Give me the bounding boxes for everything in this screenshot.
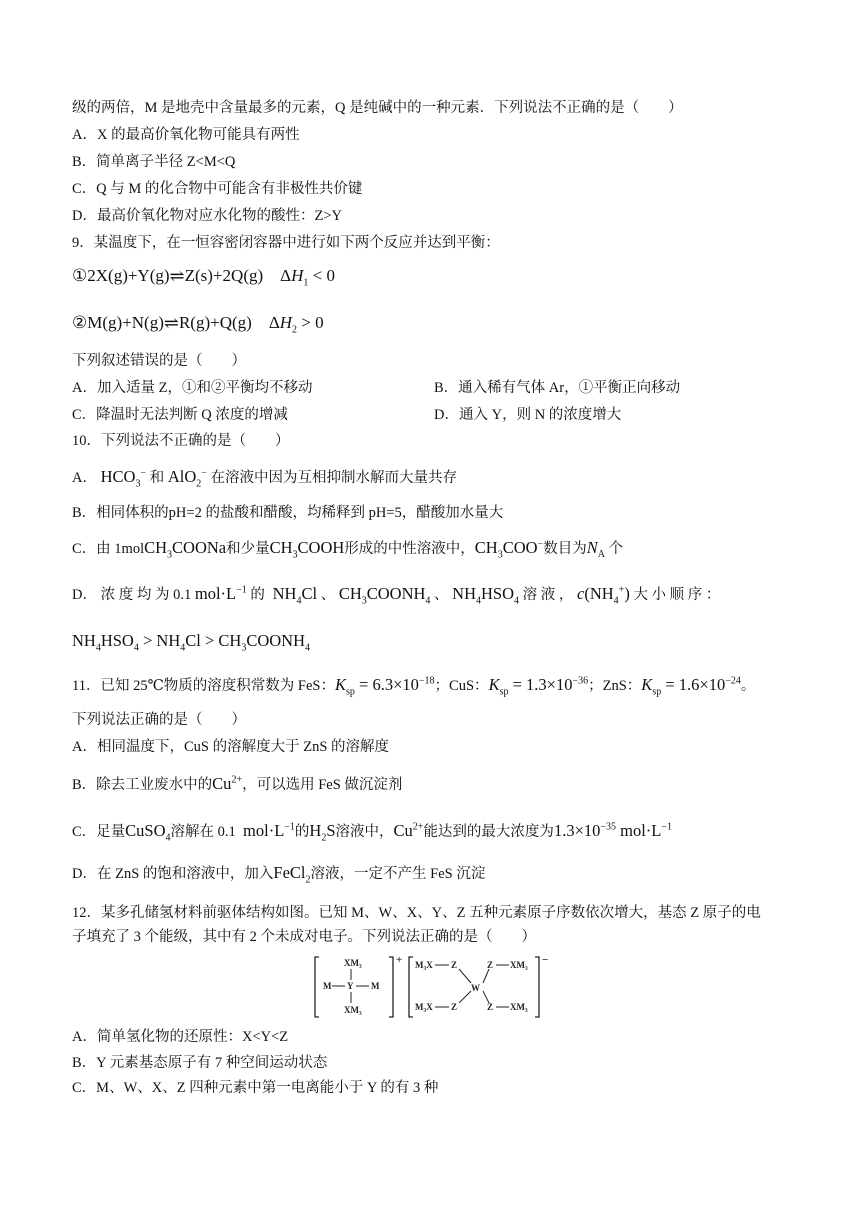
anion-center-atom: W [471,983,480,993]
reaction-2-number: ② [72,313,88,332]
cation-left-atom: M [323,981,332,991]
cation-bottom-group: XM₃ [344,1005,362,1015]
anion-right-bracket [535,957,539,1017]
q11-option-b: B．除去工业废水中的$Cu^{2+}$，可以选用 FeS 做沉淀剂 [72,774,403,793]
q9-stem: 9．某温度下，在一恒容密闭容器中进行如下两个反应并达到平衡： [72,235,500,251]
q12-stem-line-1: 12．某多孔储氢材料前驱体结构如图。已知 M、W、X、Y、Z 五种元素原子序数依次增大，基态 Z 原子的电 [72,905,761,921]
q8-option-b: B．简单离子半径 Z<M<Q [72,154,236,170]
anion-top-right-z: Z [487,960,494,970]
q12-stem-line-2: 子填充了 3 个能级，其中有 2 个未成对电子。下列说法正确的是（ ） [72,929,536,945]
q9-reaction-2: ②M(g)+N(g)⇌R(g)+Q(g) $\Delta H_2 > 0$ [72,313,324,336]
q12-option-c: C．M、W、X、Z 四种元素中第一电离能小于 Y 的有 3 种 [72,1080,439,1096]
cation-left-bracket [315,957,319,1017]
q11-ask: 下列说法正确的是（ ） [72,712,246,728]
q9-option-c: C．降温时无法判断 Q 浓度的增减 [72,407,288,423]
cation-center-atom: Y [347,981,354,991]
q10-option-b: B．相同体积的pH=2 的盐酸和醋酸，均稀释到 pH=5，醋酸加水量大 [72,505,504,521]
q12-option-b: B．Y 元素基态原子有 7 种空间运动状态 [72,1055,328,1071]
q9-option-b: B．通入稀有气体 Ar，①平衡正向移动 [434,380,681,396]
q10-option-d-order: $NH_4HSO_4 > NH_4Cl$ > $CH_3COONH_4$ [72,631,310,654]
q11-option-a: A．相同温度下，CuS 的溶解度大于 ZnS 的溶解度 [72,739,390,755]
cation-right-bracket [389,957,393,1017]
q10-stem: 10．下列说法不正确的是（ ） [72,433,290,449]
cation-top-group: XM₃ [344,958,362,968]
q12-option-a: A．简单氢化物的还原性：X<Y<Z [72,1029,289,1045]
q8-stem-tail: 级的两倍，M 是地壳中含量最多的元素，Q 是纯碱中的一种元素．下列说法不正确的是（ ） [72,100,683,116]
anion-bottom-right-group: XM₃ [510,1002,528,1012]
anion-top-right-group: XM₃ [510,960,528,970]
anion-charge: − [542,954,549,966]
anion-left-bracket [409,957,413,1017]
cation-right-atom: M [371,981,380,991]
reaction-1-number: ① [72,266,88,285]
anion-top-left-z: Z [451,960,458,970]
q10-option-c: C．由 1molCH$_3$COONa和少量$CH_3COOH$形成的中性溶液中，$CH_3COO^-$数目为$N_A$ 个 [72,538,624,561]
anion-bottom-left-group: M₃X [415,1002,433,1012]
anion-bottom-left-z: Z [451,1002,458,1012]
q9-option-a: A．加入适量 Z，①和②平衡均不移动 [72,380,313,396]
q9-reaction-1: ①2X(g)+Y(g)⇌Z(s)+2Q(g) $\Delta H_1 < 0$ [72,266,335,289]
q9-option-d: D．通入 Y，则 N 的浓度增大 [434,407,622,423]
q11-stem: 11．已知 25℃物质的溶度积常数为 FeS：$K_{sp} = 6.3\times 10^{-18}$；CuS：$K_{sp} = 1.3\times 10^{-36}$；ZnS：$K_{sp} = 1.6\times 10^{-24}$。 [72,675,756,698]
q8-option-c: C．Q 与 M 的化合物中可能含有非极性共价键 [72,181,363,197]
anion-top-left-group: M₃X [415,960,433,970]
anion-bottom-right-z: Z [487,1002,494,1012]
q9-ask: 下列叙述错误的是（ ） [72,353,246,369]
cation-charge: + [396,954,403,966]
q10-option-a: A． $HCO_3^-$ 和 AlO$_2$− 在溶液中因为互相抑制水解而大量共存 [72,467,458,490]
q11-option-c: C．足量CuSO$_4$溶解在 0.1 $mol\cdot L^{-1}$的$H_2S$溶液中，$Cu^{2+}$能达到的最大浓度为$1.3\times 10^{-35}$ $mol\cdot L^{-1}$ [72,821,673,844]
q8-option-a: A．X 的最高价氧化物可能具有两性 [72,127,300,143]
precursor-structure-diagram [311,953,551,1021]
q10-option-d: D． 浓 度 均 为 0.1 $mol\cdot L^{-1}$ 的 $NH_4Cl$ 、 $CH_3COONH_4$ 、 $NH_4HSO_4$ 溶 液 ， $c(NH_4^+)$ 大 小 顺 序 ： [72,584,721,607]
q11-option-d: D．在 ZnS 的饱和溶液中，加入FeCl$_2$溶液，一定不产生 FeS 沉淀 [72,863,486,886]
q8-option-d: D．最高价氧化物对应水化物的酸性：Z>Y [72,208,342,224]
